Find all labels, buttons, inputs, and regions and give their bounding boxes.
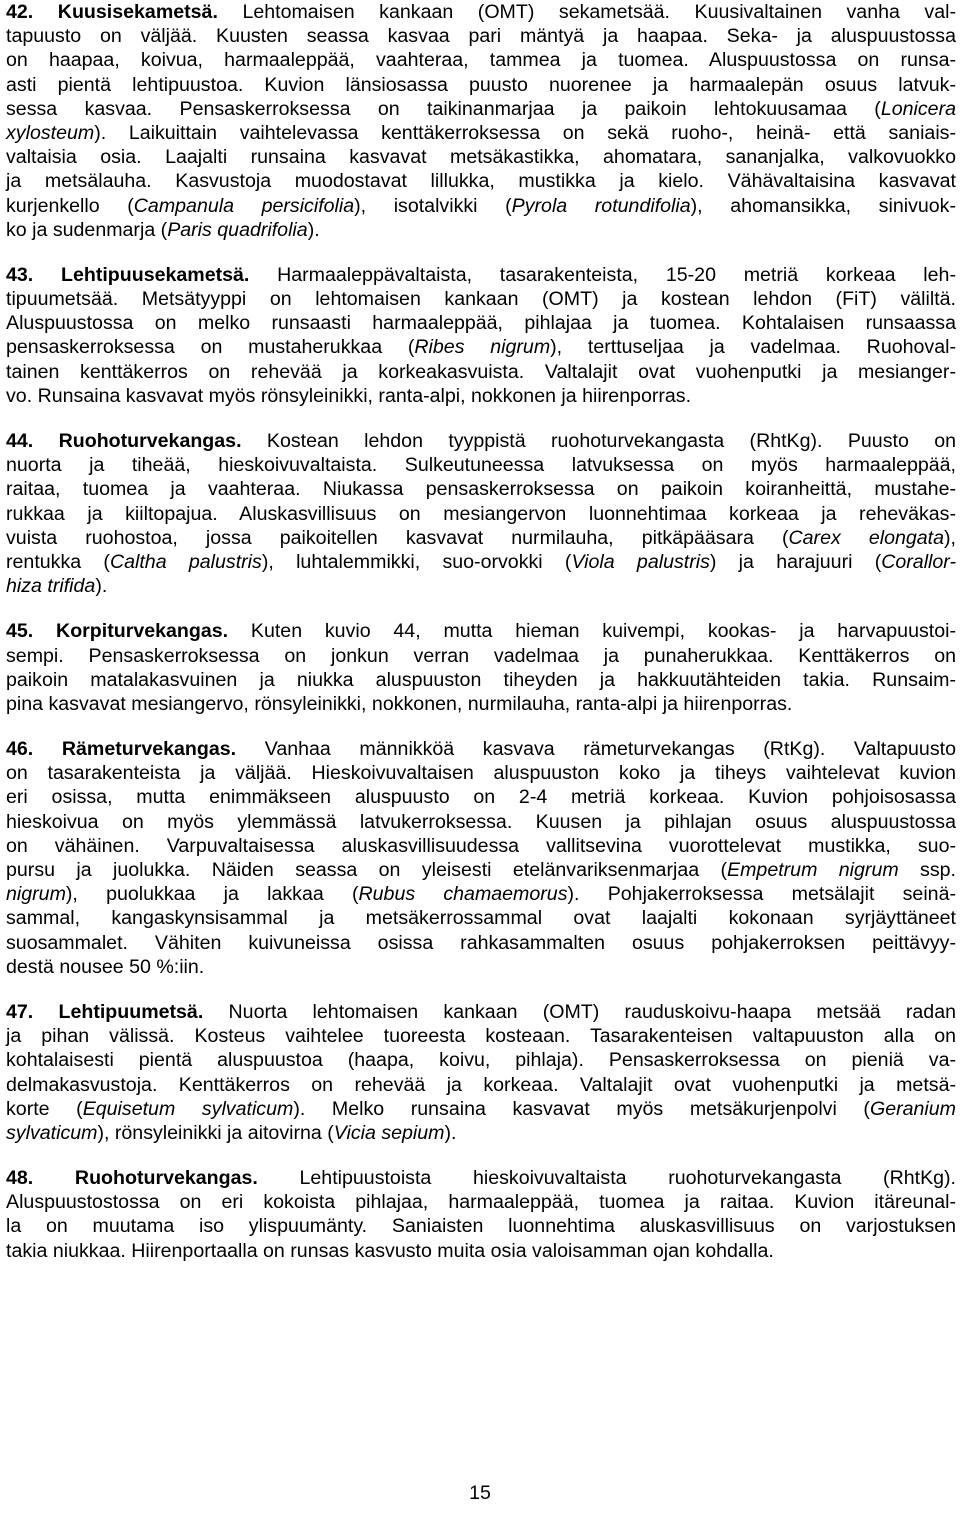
text-run: ).: [307, 218, 320, 241]
species-name: Campanula persicifolia: [133, 194, 355, 217]
text-run: ), puolukkaa ja lakkaa (: [65, 883, 359, 906]
section-number: 45.: [6, 620, 34, 643]
text-line: [6, 906, 956, 930]
text-line: [6, 882, 956, 906]
text-run: destä nousee 50 %:iin.: [6, 955, 205, 978]
text-run: ).: [95, 575, 108, 598]
text-run: ).: [444, 1121, 457, 1144]
species-name: sylvaticum: [6, 1121, 98, 1144]
text-line: [6, 1000, 956, 1024]
text-run: on haapaa, koivua, harmaaleppää, vaahteraa, tammea ja tuomea. Aluspuustossa on runsa-: [6, 49, 956, 72]
text-run: sempi. Pensaskerroksessa on jonkun verran vadelmaa ja punaherukkaa. Kenttäkerros on: [6, 644, 956, 667]
species-name: Equisetum sylvaticum: [82, 1097, 294, 1120]
paragraph-gap: [6, 598, 956, 619]
text-run: rukkaa ja kiiltopajua. Aluskasvillisuus on mesiangervon luonnehtimaa korkeaa ja reheväkas-: [6, 502, 956, 525]
text-line: [6, 692, 956, 716]
text-line: [6, 477, 956, 501]
paragraph-gap: [6, 1145, 956, 1166]
section-number: 48.: [6, 1167, 34, 1190]
species-name: nigrum: [6, 883, 66, 906]
text-line: [6, 1097, 956, 1121]
section-heading: [6, 738, 236, 760]
text-line: [6, 360, 956, 384]
text-line: [6, 644, 956, 668]
text-run: asti pientä lehtipuustoa. Kuvion länsiosassa puusto nuorenee ja harmaalepän osuus latvuk-: [6, 73, 956, 96]
species-name: Vicia sepium: [333, 1121, 445, 1144]
text-line: [6, 48, 956, 72]
text-line: [6, 1166, 956, 1190]
text-line: [6, 73, 956, 97]
text-line: [6, 1048, 956, 1072]
text-line: [6, 737, 956, 761]
text-run: Lehtomaisen kankaan (OMT) sekametsää. Kuusivaltainen vanha val-: [242, 1, 956, 23]
text-run: delmakasvustoja. Kenttäkerros on rehevää ja korkeaa. Valtalajit ovat vuohenputki ja metsä-: [6, 1073, 956, 1096]
section: [6, 1000, 956, 1145]
text-run: ), ahomansikka, sinivuok-: [690, 194, 956, 217]
section-number: 44.: [6, 430, 34, 452]
text-line: [6, 169, 956, 193]
text-line: [6, 218, 956, 242]
text-line: [6, 335, 956, 359]
text-run: paikoin matalakasvuinen ja niukka aluspuuston tiheyden ja hakkuutähteiden takia. Runsaim-: [6, 668, 956, 691]
text-run: korte (: [6, 1097, 83, 1120]
text-line: [6, 1214, 956, 1238]
species-name: Geranium: [869, 1097, 956, 1120]
text-line: [6, 311, 956, 335]
text-run: Nuorta lehtomaisen kankaan (OMT) rauduskoivu-haapa metsää radan: [228, 1000, 956, 1023]
text-line: [6, 1073, 956, 1097]
species-name: xylosteum: [6, 121, 95, 144]
section-heading: [6, 264, 249, 286]
text-run: Vanhaa männikköä kasvava rämeturvekangas (RtKg). Valtapuusto: [264, 738, 956, 761]
text-run: ),: [944, 526, 956, 549]
text-run: Kuten kuvio 44, mutta hieman kuivempi, kookas- ja harvapuustoi-: [250, 620, 956, 643]
text-run: ) ja harajuuri (: [709, 550, 882, 573]
page-number: 15: [469, 1482, 491, 1504]
text-line: [6, 574, 956, 598]
text-run: eri osissa, mutta enimmäkseen aluspuusto on 2-4 metriä korkeaa. Kuvion pohjoisosassa: [6, 786, 956, 809]
text-run: tapuusto on väljää. Kuusten seassa kasvaa pari mäntyä ja haapaa. Seka- ja aluspuustossa: [6, 25, 956, 48]
section-title: Kuusisekametsä.: [57, 1, 218, 23]
species-name: hiza trifida: [6, 575, 96, 598]
text-line: [6, 834, 956, 858]
text-run: ). Laikuittain vaihtelevassa kenttäkerroksessa on sekä ruoho-, heinä- että saniais-: [94, 121, 956, 144]
section-heading: [6, 1, 218, 23]
section-heading: [6, 430, 242, 452]
section: [6, 0, 956, 242]
text-line: [6, 550, 956, 574]
text-line: [6, 619, 956, 643]
section-heading: [6, 1001, 203, 1023]
text-line: [6, 145, 956, 169]
species-name: Viola palustris: [571, 550, 710, 573]
section-title: Ruohoturvekangas.: [58, 430, 242, 452]
paragraph-gap: [6, 716, 956, 737]
species-name: Ribes nigrum: [414, 336, 551, 359]
species-name: Pyrola rotundifolia: [511, 194, 691, 217]
text-run: pensaskerroksessa on mustaherukkaa (: [6, 336, 415, 359]
text-run: ssp.: [898, 859, 956, 881]
text-line: [6, 1239, 956, 1263]
species-name: Paris quadrifolia: [167, 218, 308, 241]
text-run: pina kasvavat mesiangervo, rönsyleinikki, nokkonen, nurmilauha, ranta-alpi ja hiirenporras.: [6, 692, 793, 715]
text-run: ). Melko runsaina kasvavat myös metsäkurjenpolvi (: [293, 1097, 870, 1120]
text-run: sessa kasvaa. Pensaskerroksessa on taikinanmarjaa ja paikoin lehtokuusamaa (: [6, 97, 881, 120]
text-run: kurjenkello (: [6, 194, 134, 217]
text-run: kohtalaisesti pientä aluspuustoa (haapa, koivu, pihlaja). Pensaskerroksessa on pieniä va-: [6, 1049, 956, 1072]
species-name: Carex elongata: [788, 526, 945, 549]
text-run: suosammalet. Vähiten kuivuneissa osissa rahkasammalten osuus pohjakerroksen peittävyy-: [6, 931, 956, 954]
text-line: [6, 453, 956, 477]
section: [6, 737, 956, 979]
text-line: [6, 287, 956, 311]
text-run: ), rönsyleinikki ja aitovirna (: [97, 1121, 334, 1144]
text-line: [6, 97, 956, 121]
species-name: Lonicera: [880, 97, 956, 120]
text-run: tainen kenttäkerros on rehevää ja korkeakasvuista. Valtalajit ovat vuohenputki ja mesianger-: [6, 360, 956, 383]
section-number: 46.: [6, 738, 34, 761]
section: [6, 263, 956, 408]
text-line: [6, 526, 956, 550]
section-number: 47.: [6, 1000, 34, 1023]
text-run: tipuumetsää. Metsätyyppi on lehtomaisen kankaan (OMT) ja kostean lehdon (FiT) väliltä.: [6, 288, 956, 311]
paragraph-gap: [6, 242, 956, 263]
text-line: [6, 384, 956, 408]
text-run: ), luhtalemmikki, suo-orvokki (: [261, 550, 572, 573]
text-line: [6, 858, 956, 882]
text-line: [6, 785, 956, 809]
text-run: Harmaaleppävaltaista, tasarakenteista, 15-20 metriä korkeaa leh-: [277, 263, 956, 286]
text-run: pursu ja juolukka. Näiden seassa on yleisesti etelänvariksenmarjaa (: [6, 859, 728, 881]
text-run: ), isotalvikki (: [354, 194, 512, 217]
text-line: [6, 429, 956, 453]
text-line: [6, 761, 956, 785]
text-run: ). Pohjakerroksessa metsälajit seinä-: [567, 883, 956, 906]
text-run: vo. Runsaina kasvavat myös rönsyleinikki, ranta-alpi, nokkonen ja hiirenporras.: [6, 384, 692, 407]
text-run: nuorta ja tiheää, hieskoivuvaltaista. Sulkeutuneessa latvuksessa on myös harmaaleppää,: [6, 454, 956, 477]
text-line: [6, 0, 956, 24]
paragraph-gap: [6, 408, 956, 429]
text-run: on tasarakenteista ja väljää. Hieskoivuvaltaisen aluspuuston koko ja tiheys vaihtelevat kuvion: [6, 762, 956, 785]
text-run: ja pihan välissä. Kosteus vaihtelee tuoreesta kosteaan. Tasarakenteisen valtapuuston alla on: [6, 1025, 956, 1048]
text-line: [6, 810, 956, 834]
text-run: Lehtipuustoista hieskoivuvaltaista ruohoturvekangasta (RhtKg).: [299, 1167, 957, 1190]
text-line: [6, 121, 956, 145]
section-title: Lehtipuusekametsä.: [60, 263, 250, 286]
section: [6, 1166, 956, 1263]
text-line: [6, 1024, 956, 1048]
text-line: [6, 1190, 956, 1214]
text-line: [6, 24, 956, 48]
species-name: Corallor-: [881, 550, 957, 573]
text-run: la on muutama iso ylispuumänty. Saniaisten luonnehtima aluskasvillisuus on varjostuksen: [6, 1215, 956, 1238]
text-run: raitaa, tuomea ja vaahteraa. Niukassa pensaskerroksessa on paikoin koiranheittä, mustahe-: [6, 478, 956, 501]
species-name: Rubus chamaemorus: [358, 883, 568, 906]
text-run: ja metsälauha. Kasvustoja muodostavat lillukka, mustikka ja kielo. Vähävaltaisina kasvavat: [6, 170, 956, 193]
text-line: [6, 668, 956, 692]
document-page: [6, 0, 956, 1263]
text-run: Aluspuustostossa on eri kokoista pihlajaa, harmaaleppää, tuomea ja raitaa. Kuvion itäreunal-: [6, 1191, 956, 1214]
section-heading: [6, 1167, 258, 1189]
text-run: Aluspuustossa on melko runsaasti harmaaleppää, pihlajaa ja tuomea. Kohtalaisen runsaassa: [6, 312, 956, 335]
text-run: Kostean lehdon tyyppistä ruohoturvekangasta (RhtKg). Puusto on: [266, 430, 956, 452]
section-number: 43.: [6, 263, 34, 286]
text-run: ), terttuseljaa ja vadelmaa. Ruohoval-: [550, 336, 956, 359]
section-title: Ruohoturvekangas.: [74, 1167, 258, 1190]
section: [6, 429, 956, 598]
text-line: [6, 263, 956, 287]
text-run: vuista ruohostoa, jossa paikoitellen kasvavat nurmilauha, pitkäpääsara (: [6, 526, 789, 549]
species-name: Caltha palustris: [109, 550, 262, 573]
section-title: Korpiturvekangas.: [56, 620, 229, 643]
text-line: [6, 931, 956, 955]
text-run: takia niukkaa. Hiirenportaalla on runsas kasvusto muita osia valoisamman ojan kohdalla.: [6, 1239, 774, 1262]
section-heading: [6, 620, 228, 642]
text-run: valtaisia osia. Laajalti runsaina kasvavat metsäkastikka, ahomatara, sananjalka, valkovuokko: [6, 146, 956, 169]
text-run: hieskoivua on myös ylemmässä latvukerroksessa. Kuusen ja pihlajan osuus aluspuustossa: [6, 810, 956, 833]
paragraph-gap: [6, 979, 956, 1000]
section-title: Lehtipuumetsä.: [58, 1000, 204, 1023]
text-line: [6, 955, 956, 979]
text-run: sammal, kangaskynsisammal ja metsäkerrossammal ovat laajalti kokonaan syrjäyttäneet: [6, 907, 956, 930]
text-line: [6, 194, 956, 218]
text-run: on vähäinen. Varpuvaltaisessa aluskasvillisuudessa vallitsevina vuorottelevat mustikka, suo-: [6, 834, 956, 857]
text-run: ko ja sudenmarja (: [6, 218, 168, 241]
text-run: rentukka (: [6, 550, 110, 573]
species-name: Empetrum nigrum: [727, 859, 899, 881]
section-number: 42.: [6, 1, 34, 23]
text-line: [6, 1121, 956, 1145]
section-title: Rämeturvekangas.: [61, 738, 237, 761]
text-line: [6, 502, 956, 526]
section: [6, 619, 956, 716]
